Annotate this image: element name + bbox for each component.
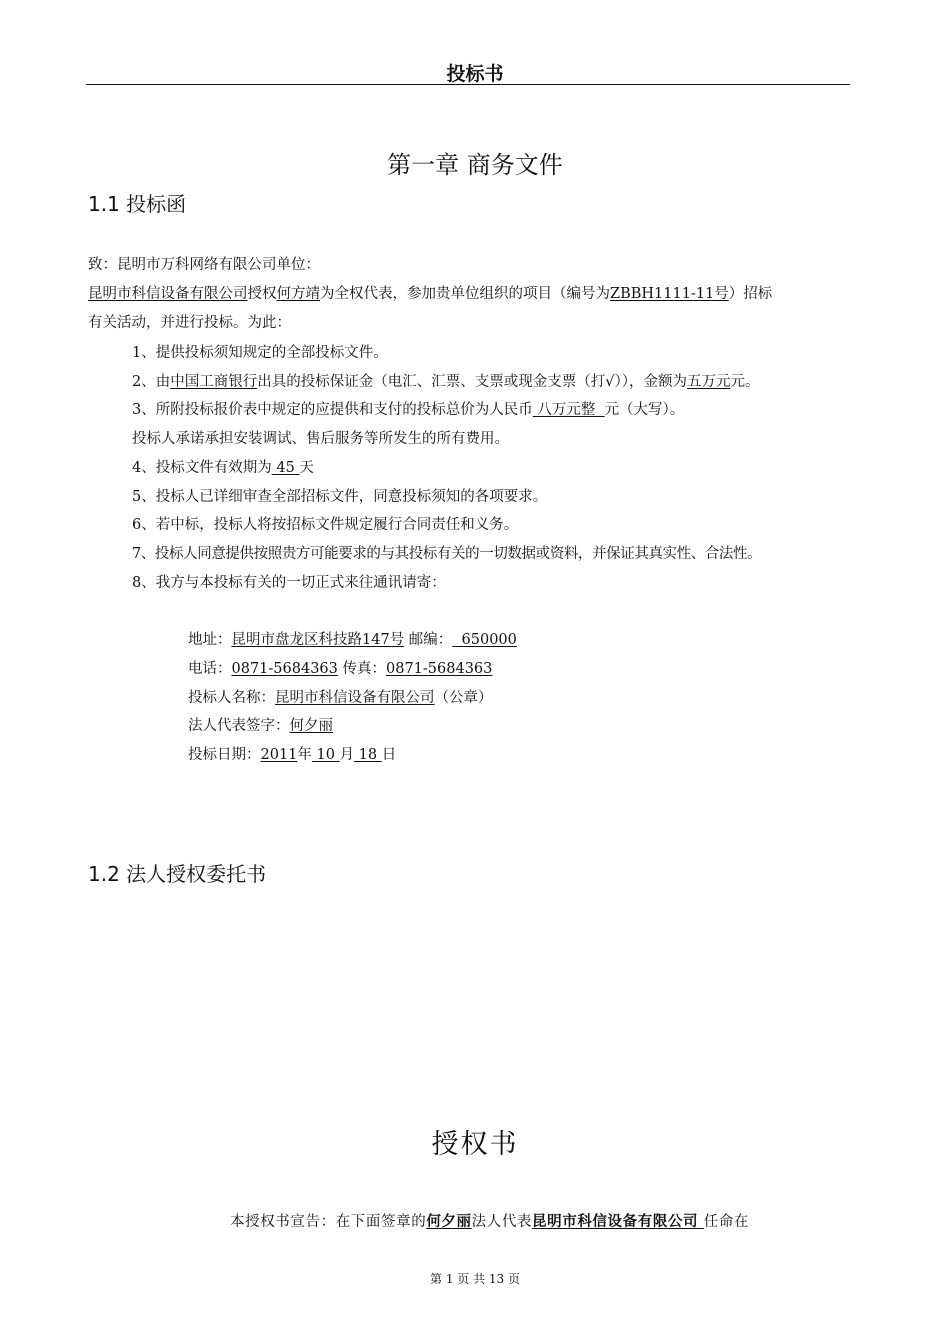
page-footer: 第 1 页 共 13 页 [430, 1272, 520, 1286]
contact-signature-line: 法人代表签字：何夕丽 [188, 718, 333, 734]
chapter-title: 第一章 商务文件 [387, 151, 563, 179]
authorized-rep: 何方靖 [276, 286, 320, 302]
validity-days: 45 [271, 460, 300, 476]
contact-date-line: 投标日期：2011年 10 月 18 日 [188, 747, 397, 763]
date-month: 10 [311, 747, 340, 763]
date-year: 2011 [260, 747, 298, 763]
bank-name: 中国工商银行 [170, 374, 258, 390]
letter-item-6: 6、若中标，投标人将按招标文件规定履行合同责任和义务。 [132, 517, 519, 533]
address-value: 昆明市盘龙区科技路147号 [231, 632, 405, 648]
letter-item-3: 3、所附投标报价表中规定的应提供和支付的投标总价为人民币 八万元整 元（大写）。 [132, 402, 685, 418]
authorization-intro: 本授权书宣告：在下面签章的何夕丽法人代表昆明市科信设备有限公司 任命在 [230, 1213, 750, 1230]
letter-line-1: 昆明市科信设备有限公司授权何方靖为全权代表，参加贵单位组织的项目（编号为ZBBH1111-11号）招标 [88, 286, 773, 302]
zip-value: 650000 [452, 632, 517, 648]
document-header-title: 投标书 [446, 63, 504, 85]
letter-line-2: 有关活动，并进行投标。为此： [88, 315, 291, 331]
section-1-1-title: 1.1 投标函 [88, 192, 187, 216]
auth-person: 何夕丽 [426, 1213, 472, 1230]
letter-item-7: 7、投标人同意提供按照贵方可能要求的与其投标有关的一切数据或资料，并保证其真实性、合法性。 [132, 546, 762, 562]
letter-item-4: 4、投标文件有效期为 45 天 [132, 460, 314, 476]
auth-company: 昆明市科信设备有限公司 [532, 1213, 704, 1230]
section-1-2-title: 1.2 法人授权委托书 [88, 862, 267, 886]
letter-item-2: 2、由中国工商银行出具的投标保证金（电汇、汇票、支票或现金支票（打√）），金额为五万元元。 [132, 374, 760, 390]
letter-item-5: 5、投标人已详细审查全部招标文件，同意投标须知的各项要求。 [132, 489, 548, 505]
fax-value: 0871-5684363 [386, 661, 493, 677]
contact-phone-line: 电话：0871-5684363 传真：0871-5684363 [188, 661, 493, 677]
date-day: 18 [354, 747, 382, 763]
contact-address-line: 地址：昆明市盘龙区科技路147号 邮编： 650000 [188, 632, 517, 648]
letter-item-8: 8、我方与本投标有关的一切正式来往通讯请寄： [132, 575, 446, 591]
header-divider [86, 84, 850, 85]
bidder-company: 昆明市科信设备有限公司 [88, 286, 248, 302]
project-code: ZBBH1111-11号 [610, 286, 729, 302]
bidder-name-value: 昆明市科信设备有限公司 [275, 690, 435, 706]
contact-bidder-line: 投标人名称：昆明市科信设备有限公司（公章） [188, 690, 493, 706]
deposit-amount: 五万元 [686, 374, 731, 390]
letter-item-3b: 投标人承诺承担安装调试、售后服务等所发生的所有费用。 [132, 431, 509, 447]
total-price: 八万元整 [532, 402, 605, 418]
phone-value: 0871-5684363 [231, 661, 338, 677]
authorization-title: 授权书 [431, 1129, 519, 1160]
letter-greeting: 致：昆明市万科网络有限公司单位： [88, 257, 320, 273]
letter-item-1: 1、提供投标须知规定的全部投标文件。 [132, 345, 388, 361]
signature-value: 何夕丽 [289, 718, 333, 734]
